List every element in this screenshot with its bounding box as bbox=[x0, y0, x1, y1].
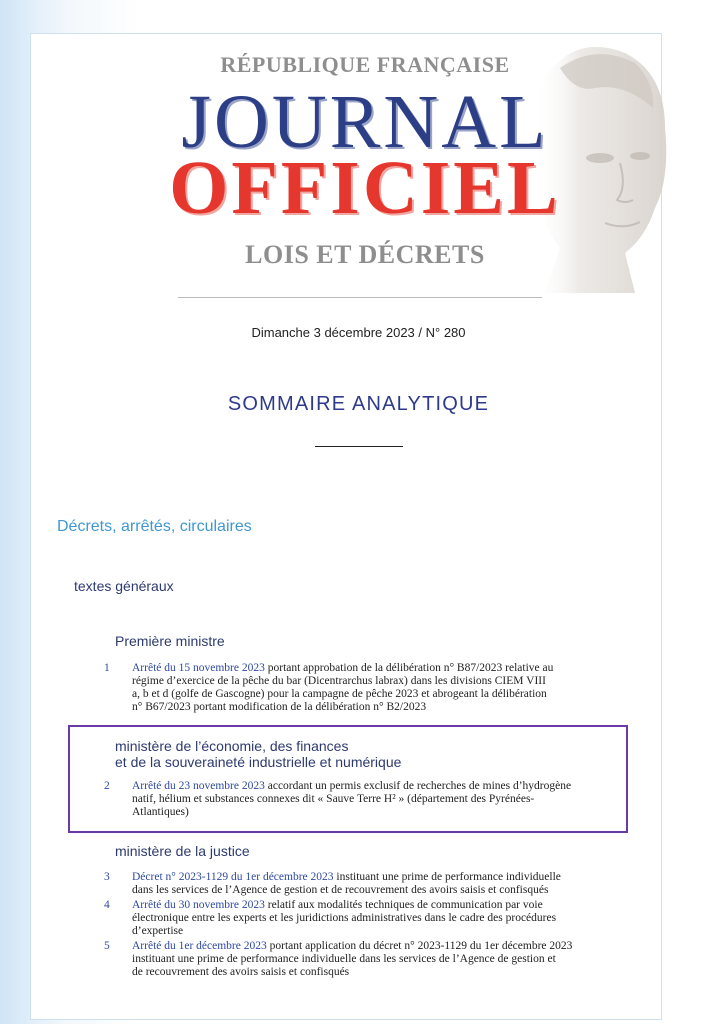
entry-number: 3 bbox=[104, 871, 110, 883]
entry-link[interactable]: Arrêté du 23 novembre 2023 bbox=[132, 780, 265, 792]
summary-entry[interactable] bbox=[104, 662, 609, 714]
entry-number: 5 bbox=[104, 940, 110, 952]
ministry-heading-premiere-ministre bbox=[115, 633, 225, 649]
summary-entry[interactable] bbox=[104, 940, 609, 979]
ministry-heading-justice bbox=[115, 843, 250, 859]
entry-link[interactable]: Décret n° 2023-1129 du 1er décembre 2023 bbox=[132, 871, 334, 883]
entry-text-line: instituant une prime de performance individuelle bbox=[336, 871, 561, 883]
entry-link[interactable]: Arrêté du 30 novembre 2023 bbox=[132, 899, 265, 911]
republic-heading: RÉPUBLIQUE FRANÇAISE bbox=[220, 52, 510, 77]
entry-text-line: n° B67/2023 portant modification de la délibération n° B2/2023 bbox=[132, 701, 427, 713]
ministry-heading-economie bbox=[115, 738, 401, 770]
summary-entry[interactable] bbox=[104, 780, 609, 820]
entry-text-line: instituant une prime de performance individuelle dans les services de l’Agence de gestion et bbox=[132, 953, 556, 965]
summary-entry[interactable] bbox=[104, 871, 609, 897]
ministry-name-line: ministère de l’économie, des finances bbox=[115, 738, 349, 754]
entry-number: 4 bbox=[104, 899, 110, 911]
entry-text-line: portant application du décret n° 2023-1129 du 1er décembre 2023 bbox=[269, 940, 573, 952]
summary-title: SOMMAIRE ANALYTIQUE bbox=[227, 393, 490, 415]
entry-text-line: Atlantiques) bbox=[132, 806, 189, 818]
subcategory-heading: textes généraux bbox=[74, 578, 174, 594]
entry-text-line: relatif aux modalités techniques de communication par voie bbox=[267, 899, 543, 911]
entry-number: 2 bbox=[104, 780, 110, 792]
summary-divider bbox=[315, 446, 403, 447]
entry-text-line: régime d’exercice de la pêche du bar (Dicentrarchus labrax) dans les divisions CIEM VIII bbox=[132, 675, 546, 687]
entry-text-line: électronique entre les experts et les juridictions administratives dans le cadre des procédures bbox=[132, 912, 557, 924]
entry-link[interactable]: Arrêté du 15 novembre 2023 bbox=[132, 662, 265, 674]
issue-date-number: Dimanche 3 décembre 2023 / N° 280 bbox=[251, 325, 466, 340]
entry-text-line: a, b et d (golfe de Gascogne) pour la campagne de pêche 2023 et abrogeant la délibération bbox=[132, 688, 547, 700]
entry-text-line: de recouvrement des avoirs saisis et confisqués bbox=[132, 966, 350, 978]
masthead-divider bbox=[178, 297, 542, 298]
ministry-name-line: ministère de la justice bbox=[115, 843, 250, 859]
summary-entry[interactable] bbox=[104, 899, 609, 938]
ministry-name-line: et de la souveraineté industrielle et numérique bbox=[115, 754, 402, 770]
entry-text-line: dans les services de l’Agence de gestion et de recouvrement des avoirs saisis et confisqués bbox=[132, 884, 549, 896]
entry-link[interactable]: Arrêté du 1er décembre 2023 bbox=[132, 940, 267, 952]
edition-heading: LOIS ET DÉCRETS bbox=[245, 240, 485, 269]
officiel-title: OFFICIEL bbox=[169, 146, 561, 230]
entry-number: 1 bbox=[104, 662, 110, 674]
entry-text-line: portant approbation de la délibération n° B87/2023 relative au bbox=[267, 662, 554, 674]
category-heading: Décrets, arrêtés, circulaires bbox=[57, 518, 252, 535]
ministry-name-line: Première ministre bbox=[115, 633, 225, 649]
entry-text-line: accordant un permis exclusif de recherches de mines d’hydrogène bbox=[267, 780, 572, 792]
entry-text-line: natif, hélium et substances connexes dit « Sauve Terre H² » (département des Pyrénées- bbox=[132, 793, 535, 805]
journal-title: JOURNAL bbox=[181, 80, 549, 164]
entry-text-line: d’expertise bbox=[132, 925, 184, 937]
